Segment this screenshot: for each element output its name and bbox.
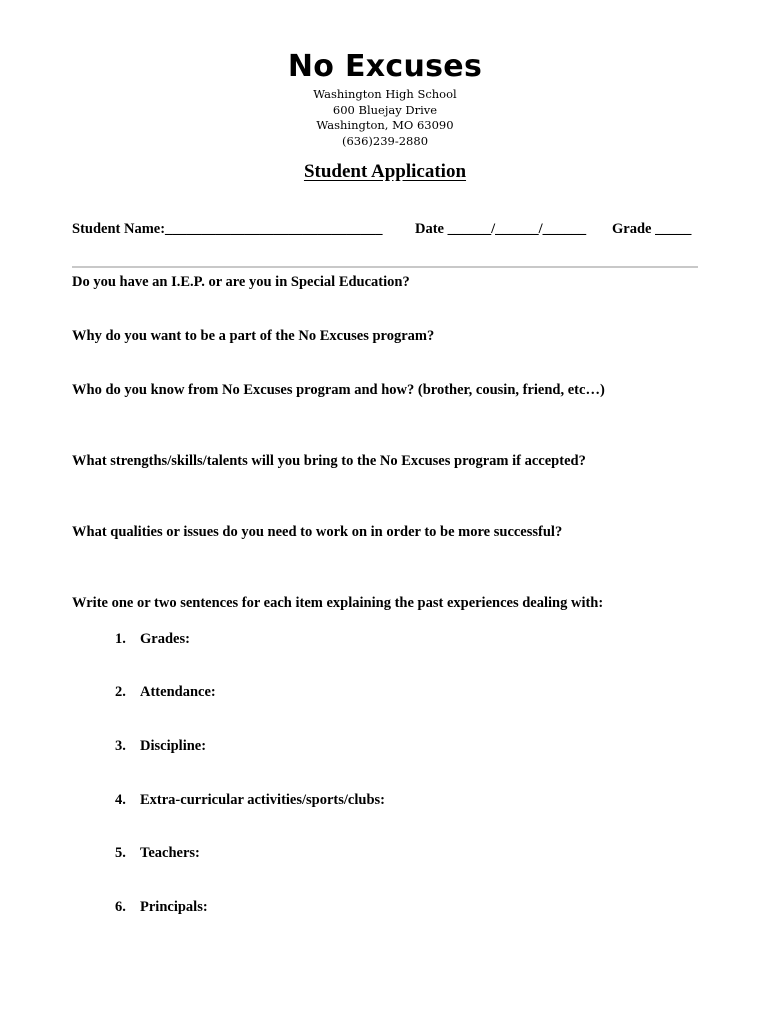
form-subtitle-text: Student Application xyxy=(303,161,467,182)
list-item-number: 6. xyxy=(115,899,126,915)
list-item-label: Principals: xyxy=(140,899,208,915)
grade-field[interactable]: Grade _____ xyxy=(612,221,692,237)
list-item-number: 3. xyxy=(115,738,126,754)
list-item-number: 1. xyxy=(115,631,126,647)
section-divider xyxy=(72,266,698,268)
list-item-label: Discipline: xyxy=(140,738,207,754)
question-iep: Do you have an I.E.P. or are you in Special Education? xyxy=(72,274,410,290)
list-item-number: 5. xyxy=(115,845,126,861)
question-strengths: What strengths/skills/talents will you bring to the No Excuses program if accepted? xyxy=(72,453,586,469)
list-item-label: Teachers: xyxy=(140,845,200,861)
student-info-row xyxy=(0,219,770,239)
list-item-label: Grades: xyxy=(140,631,190,647)
list-item-label: Attendance: xyxy=(140,684,216,700)
list-item-number: 2. xyxy=(115,684,126,700)
question-who-know: Who do you know from No Excuses program and how? (brother, cousin, friend, etc…) xyxy=(72,382,605,398)
form-subtitle xyxy=(0,160,770,184)
list-item-label: Extra-curricular activities/sports/clubs: xyxy=(140,792,385,808)
street-address: 600 Bluejay Drive xyxy=(332,102,438,117)
list-item-number: 4. xyxy=(115,792,126,808)
list-item-attendance xyxy=(115,682,216,702)
list-item-activities xyxy=(115,790,385,810)
date-field[interactable]: Date ______/______/______ xyxy=(415,221,587,237)
question-past-experiences: Write one or two sentences for each item explaining the past experiences dealing with: xyxy=(72,595,604,611)
city-state-zip: Washington, MO 63090 xyxy=(316,118,454,132)
phone-number: (636)239-2880 xyxy=(341,133,429,148)
document-title: No Excuses xyxy=(287,49,483,84)
school-address xyxy=(0,87,770,149)
list-item-principals xyxy=(115,897,208,917)
school-name: Washington High School xyxy=(313,87,457,101)
question-qualities: What qualities or issues do you need to work on in order to be more successful? xyxy=(72,524,563,540)
list-item-discipline xyxy=(115,736,206,756)
student-name-field[interactable]: Student Name:______________________________ xyxy=(72,221,383,237)
question-why-join: Why do you want to be a part of the No Excuses program? xyxy=(72,328,435,344)
list-item-grades xyxy=(115,629,190,649)
list-item-teachers xyxy=(115,843,200,863)
